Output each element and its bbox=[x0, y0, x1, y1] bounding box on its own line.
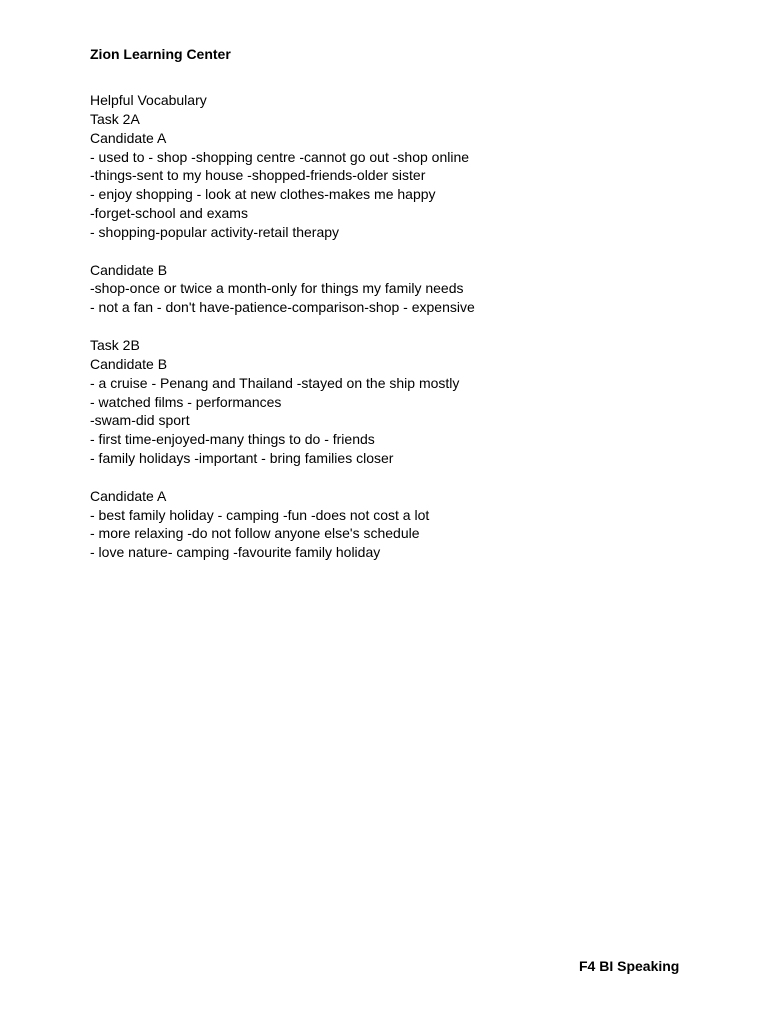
vocabulary-heading: Helpful Vocabulary bbox=[90, 92, 207, 108]
vocab-line: - used to - shop -shopping centre -cannot go out -shop online bbox=[90, 148, 470, 165]
task-2a-candidate-b-label: Candidate B bbox=[90, 261, 168, 278]
vocab-line: - love nature- camping -favourite family holiday bbox=[90, 544, 381, 561]
task-2b-candidate-a-label: Candidate A bbox=[90, 487, 167, 504]
task-2b-candidate-b-label: Candidate B bbox=[90, 355, 168, 372]
vocab-line: - not a fan - don't have-patience-comparison-shop - expensive bbox=[90, 299, 475, 316]
task-2b-label: Task 2B bbox=[90, 336, 140, 353]
vocab-line: - best family holiday - camping -fun -does not cost a lot bbox=[90, 506, 430, 523]
page-footer-label: F4 BI Speaking bbox=[579, 958, 680, 974]
vocab-line: - a cruise - Penang and Thailand -stayed on the ship mostly bbox=[90, 374, 460, 391]
vocab-line: -things-sent to my house -shopped-friends-older sister bbox=[90, 167, 426, 184]
vocab-line: - watched films - performances bbox=[90, 393, 282, 410]
vocabulary-content bbox=[90, 91, 710, 562]
vocab-line: - first time-enjoyed-many things to do - friends bbox=[90, 431, 375, 448]
vocab-line: -swam-did sport bbox=[90, 412, 190, 429]
page-header-title: Zion Learning Center bbox=[90, 46, 231, 62]
blank-line bbox=[90, 242, 710, 261]
task-2a-label: Task 2A bbox=[90, 110, 140, 127]
blank-line bbox=[90, 317, 710, 336]
vocab-line: - more relaxing -do not follow anyone else's schedule bbox=[90, 525, 420, 542]
blank-line bbox=[90, 468, 710, 487]
vocab-line: -shop-once or twice a month-only for things my family needs bbox=[90, 280, 464, 297]
vocab-line: - family holidays -important - bring families closer bbox=[90, 450, 394, 467]
vocab-line: -forget-school and exams bbox=[90, 205, 248, 222]
task-2a-candidate-a-label: Candidate A bbox=[90, 129, 167, 146]
vocab-line: - enjoy shopping - look at new clothes-makes me happy bbox=[90, 186, 436, 203]
vocab-line: - shopping-popular activity-retail therapy bbox=[90, 223, 340, 240]
